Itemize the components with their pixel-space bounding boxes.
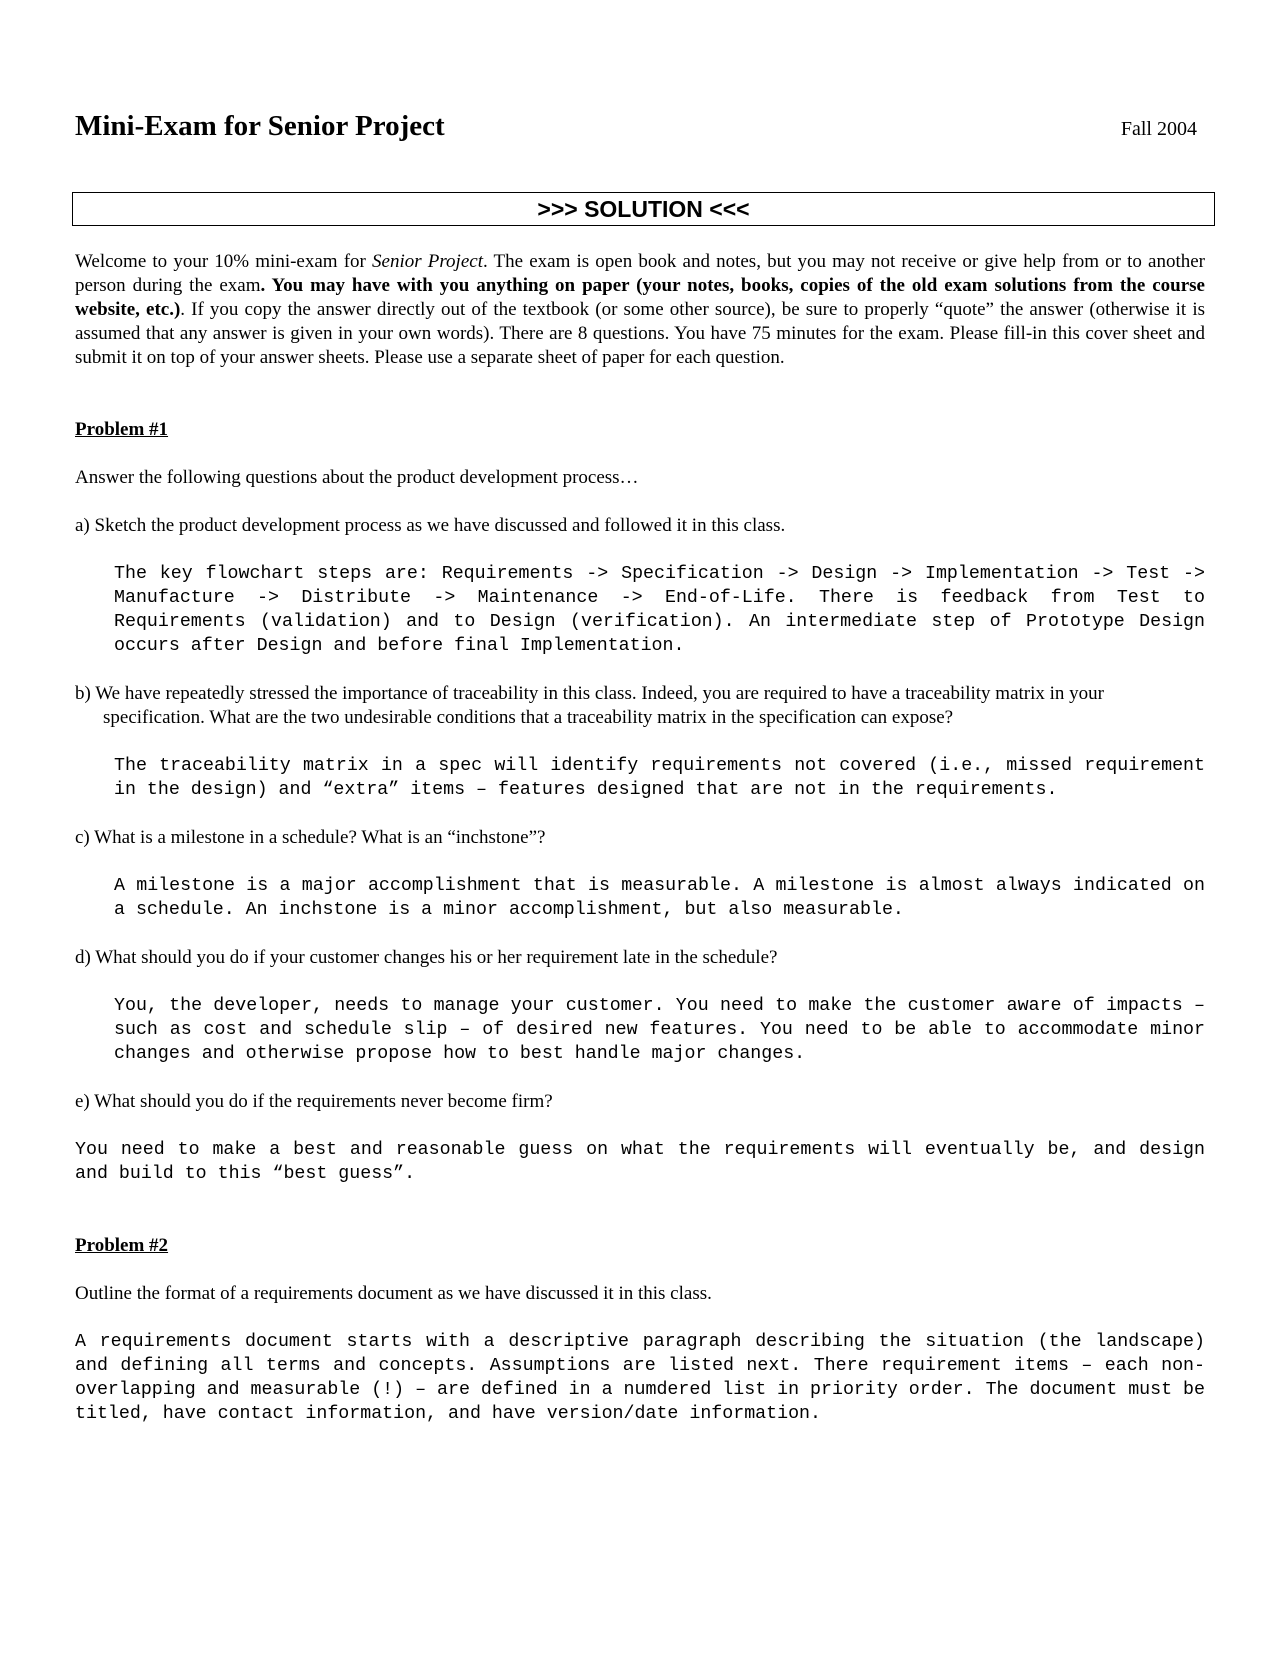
problem-2-heading: Problem #2	[75, 1235, 169, 1256]
intro-text-3: . If you copy the answer directly out of the textbook (or some other source), be sure to properly “quote” the answer (otherwise it is assumed that any answer is given in your own words). There are 8 questions. You have 75 minutes for the exam. Please fill-in this cover sheet and submit it on top of your answer sheets. Please use a separate sheet of paper for each question.	[75, 299, 1205, 368]
problem-1b-answer: The traceability matrix in a spec will identify requirements not covered (i.e., missed requirement in the design) and “extra” items – features designed that are not in the requirements.	[114, 756, 1205, 800]
solution-banner: >>> SOLUTION <<<	[72, 192, 1215, 226]
problem-1-prompt: Answer the following questions about the product development process…	[75, 467, 639, 488]
intro-bold-text: . You may have with you anything on paper (your notes, books, copies of the old exam solutions from the course website, etc.)	[75, 275, 1205, 320]
problem-2-prompt: Outline the format of a requirements document as we have discussed it in this class.	[75, 1283, 712, 1304]
problem-1a-question: a) Sketch the product development process as we have discussed and followed it in this class.	[75, 515, 786, 536]
problem-1b-question: b) We have repeatedly stressed the importance of traceability in this class. Indeed, you are required to have a traceability matrix in your specification. What are the two undesirable conditions that a traceability matrix in the specification can expose?	[75, 683, 1105, 728]
exam-term: Fall 2004	[1120, 118, 1197, 140]
problem-1d-answer: You, the developer, needs to manage your customer. You need to make the customer aware of impacts – such as cost and schedule slip – of desired new features. You need to be able to accommodate minor changes and otherwise propose how to best handle major changes.	[114, 996, 1205, 1064]
problem-1e-question: e) What should you do if the requirements never become firm?	[75, 1091, 553, 1112]
intro-text-1: Welcome to your 10% mini-exam for	[75, 251, 373, 272]
problem-1-heading: Problem #1	[75, 419, 169, 440]
problem-1e-answer: You need to make a best and reasonable guess on what the requirements will eventually be, and design and build to this “best guess”.	[75, 1140, 1205, 1184]
problem-1c-answer: A milestone is a major accomplishment that is measurable. A milestone is almost always indicated on a schedule. An inchstone is a minor accomplishment, but also measurable.	[114, 876, 1205, 920]
problem-1c-question: c) What is a milestone in a schedule? What is an “inchstone”?	[75, 827, 546, 848]
problem-1d-question: d) What should you do if your customer changes his or her requirement late in the schedule?	[75, 947, 778, 968]
intro-paragraph	[75, 250, 1205, 370]
intro-course-name: Senior Project	[372, 251, 483, 272]
intro-text-2: . The exam is open book and notes, but you may not receive or give help from or to another person during the exam	[75, 251, 1206, 296]
exam-page	[75, 100, 1205, 1426]
problem-1a-answer: The key flowchart steps are: Requirements -> Specification -> Design -> Implementation -> Test -> Manufacture -> Distribute -> Maintenance -> End-of-Life. There is feedback from Test to Requirements (validation) and to Design (verification). An intermediate step of Prototype Design occurs after Design and before final Implementation.	[114, 564, 1205, 656]
page-header	[75, 100, 1205, 140]
exam-title: Mini-Exam for Senior Project	[75, 110, 445, 142]
problem-2-answer: A requirements document starts with a descriptive paragraph describing the situation (the landscape) and defining all terms and concepts. Assumptions are listed next. There requirement items – each non-overlapping and measurable (!) – are defined in a numdered list in priority order. The document must be titled, have contact information, and have version/date information.	[75, 1332, 1205, 1424]
